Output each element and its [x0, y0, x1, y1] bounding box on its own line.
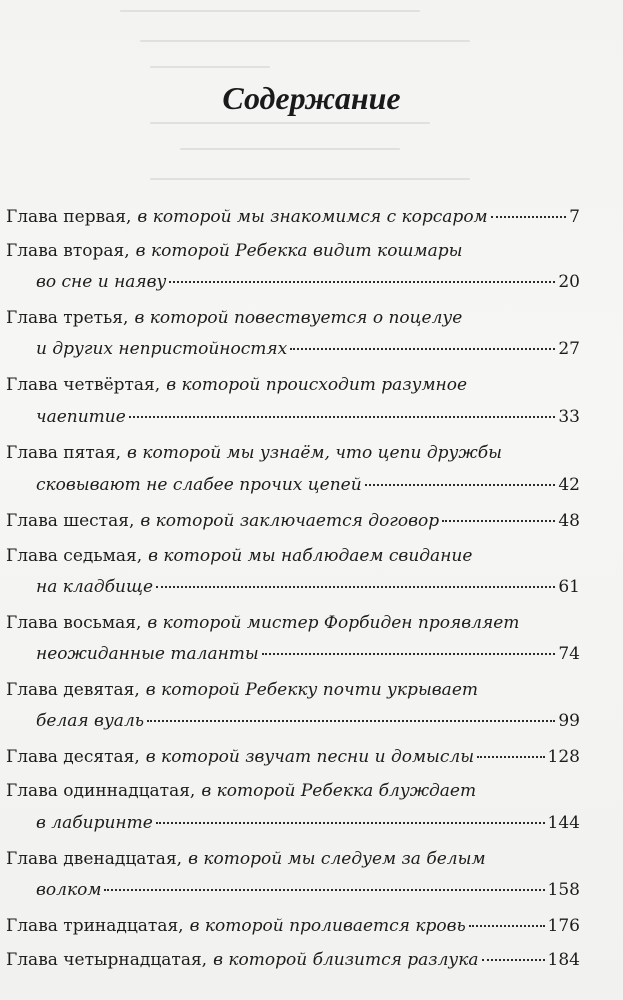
- chapter-label: Глава двенадцатая,: [6, 849, 183, 869]
- dot-leader: [147, 720, 555, 722]
- page-number: 128: [547, 747, 580, 767]
- chapter-description: на кладбище: [36, 577, 154, 597]
- toc-entry: [6, 679, 580, 701]
- dot-leader: [442, 520, 555, 522]
- page-number: 7: [569, 207, 580, 227]
- chapter-description: в которой Ребекка видит кошмары: [135, 241, 463, 261]
- chapter-label: Глава тринадцатая,: [6, 916, 184, 936]
- chapter-label: Глава первая,: [6, 207, 132, 227]
- dot-leader: [129, 416, 556, 418]
- page-number: 184: [547, 950, 580, 970]
- chapter-description: в которой мы следуем за белым: [188, 849, 486, 869]
- toc-entry: [6, 307, 580, 329]
- chapter-description: белая вуаль: [36, 711, 145, 731]
- toc-entry-continuation: [36, 474, 580, 496]
- page-number: 61: [558, 577, 580, 597]
- page-number: 74: [558, 644, 580, 664]
- toc-entry-continuation: [36, 338, 580, 360]
- page-number: 144: [547, 813, 580, 833]
- chapter-label: Глава девятая,: [6, 680, 140, 700]
- dot-leader: [169, 281, 555, 283]
- dot-leader: [262, 653, 556, 655]
- dot-leader: [477, 756, 544, 758]
- chapter-label: Глава пятая,: [6, 443, 122, 463]
- toc-entry-continuation: [36, 406, 580, 428]
- chapter-description: в которой заключается договор: [140, 511, 440, 531]
- toc-entry: [6, 848, 580, 870]
- chapter-description: в которой близится разлука: [213, 950, 479, 970]
- chapter-label: Глава четвёртая,: [6, 375, 161, 395]
- toc-entry: [6, 374, 580, 396]
- toc-entry: [6, 240, 580, 262]
- chapter-label: Глава четырнадцатая,: [6, 950, 208, 970]
- chapter-description: волком: [36, 880, 102, 900]
- dot-leader: [156, 822, 545, 824]
- toc-entry: [6, 780, 580, 802]
- chapter-description: в которой проливается кровь: [189, 916, 466, 936]
- chapter-description: в которой мистер Форбиден проявляет: [147, 613, 520, 633]
- toc-entry: [6, 545, 580, 567]
- dot-leader: [491, 216, 567, 218]
- chapter-label: Глава одиннадцатая,: [6, 781, 196, 801]
- dot-leader: [290, 348, 555, 350]
- toc-entry: [6, 915, 580, 937]
- dot-leader: [104, 889, 544, 891]
- page-number: 20: [558, 272, 580, 292]
- page-number: 48: [558, 511, 580, 531]
- toc-entry-continuation: [36, 812, 580, 834]
- dot-leader: [482, 959, 545, 961]
- chapter-label: Глава восьмая,: [6, 613, 142, 633]
- toc-entry: [6, 206, 580, 228]
- page-number: 176: [547, 916, 580, 936]
- chapter-description: и других непристойностях: [36, 339, 288, 359]
- chapter-description: в которой повествуется о поцелуе: [134, 308, 463, 328]
- chapter-description: в которой мы знакомимся с корсаром: [137, 207, 488, 227]
- chapter-label: Глава десятая,: [6, 747, 140, 767]
- chapter-description: неожиданные таланты: [36, 644, 259, 664]
- toc-entry: [6, 442, 580, 464]
- chapter-label: Глава шестая,: [6, 511, 135, 531]
- chapter-description: в которой мы узнаём, что цепи дружбы: [127, 443, 502, 463]
- dot-leader: [469, 925, 545, 927]
- page-number: 99: [558, 711, 580, 731]
- toc-entry-continuation: [36, 271, 580, 293]
- page-title: Содержание: [222, 80, 401, 116]
- chapter-description: чаепитие: [36, 407, 126, 427]
- toc-entry-continuation: [36, 879, 580, 901]
- page-number: 158: [547, 880, 580, 900]
- chapter-description: сковывают не слабее прочих цепей: [36, 475, 362, 495]
- chapter-label: Глава третья,: [6, 308, 129, 328]
- toc-entry: [6, 510, 580, 532]
- dot-leader: [365, 484, 556, 486]
- chapter-description: в лабиринте: [36, 813, 153, 833]
- chapter-label: Глава седьмая,: [6, 546, 143, 566]
- dot-leader: [156, 586, 555, 588]
- chapter-description: в которой звучат песни и домыслы: [145, 747, 475, 767]
- toc-entry-continuation: [36, 710, 580, 732]
- chapter-description: в которой Ребекка блуждает: [201, 781, 477, 801]
- chapter-description: во сне и наяву: [36, 272, 167, 292]
- page-number: 33: [558, 407, 580, 427]
- toc-entry-continuation: [36, 576, 580, 598]
- chapter-description: в которой Ребекку почти укрывает: [145, 680, 478, 700]
- chapter-label: Глава вторая,: [6, 241, 130, 261]
- chapter-description: в которой мы наблюдаем свидание: [148, 546, 473, 566]
- page-number: 42: [558, 475, 580, 495]
- page-number: 27: [558, 339, 580, 359]
- toc-entry: [6, 949, 580, 971]
- toc-entry: [6, 746, 580, 768]
- chapter-description: в которой происходит разумное: [166, 375, 468, 395]
- toc-entry-continuation: [36, 643, 580, 665]
- toc-entry: [6, 612, 580, 634]
